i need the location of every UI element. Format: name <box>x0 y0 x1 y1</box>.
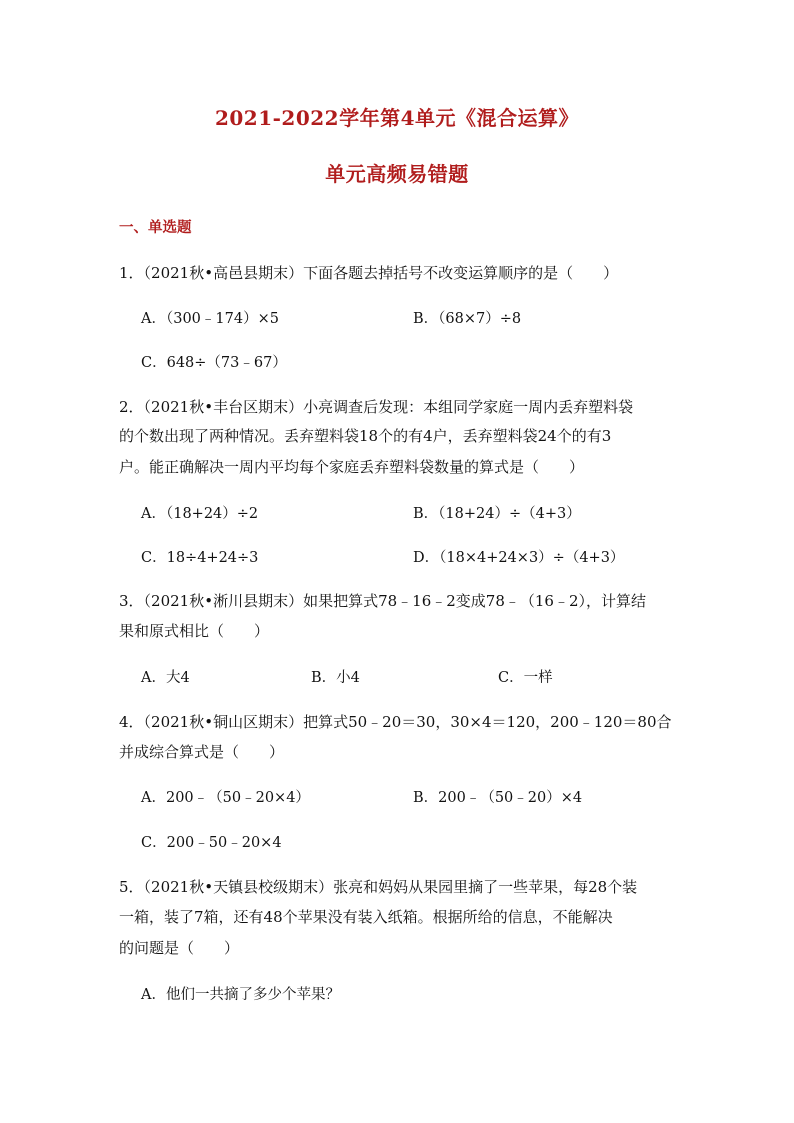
question-5-line-1: 5．（2021秋•天镇县校级期末）张亮和妈妈从果园里摘了一些苹果，每28个装 <box>119 878 638 896</box>
question-3-line-1: 3．（2021秋•淅川县期末）如果把算式78﹣16﹣2变成78﹣（16﹣2），计算结 <box>119 592 647 610</box>
question-2-option-b: B．（18+24）÷（4+3） <box>413 506 581 522</box>
question-2-line-3: 户。能正确解决一周内平均每个家庭丢弃塑料袋数量的算式是（ ） <box>119 458 585 476</box>
question-2-option-c: C．18÷4+24÷3 <box>141 550 259 566</box>
document-title: 2021-2022学年第4单元《混合运算》 <box>214 106 580 130</box>
question-1-option-c: C．648÷（73﹣67） <box>141 355 287 371</box>
question-4-line-1: 4．（2021秋•铜山区期末）把算式50﹣20＝30，30×4＝120，200﹣120＝80合 <box>119 713 672 731</box>
question-2-option-d: D．（18×4+24×3）÷（4+3） <box>413 550 625 566</box>
question-1-option-a: A．（300﹣174）×5 <box>141 311 279 327</box>
question-2-line-2: 的个数出现了两种情况。丢弃塑料袋18个的有4户，丢弃塑料袋24个的有3 <box>119 427 612 445</box>
question-4-option-a: A．200﹣（50﹣20×4） <box>141 790 310 806</box>
question-2-line-1: 2．（2021秋•丰台区期末）小亮调查后发现：本组同学家庭一周内丢弃塑料袋 <box>119 398 634 416</box>
question-3-line-2: 果和原式相比（ ） <box>119 622 270 640</box>
question-4-option-c: C．200﹣50﹣20×4 <box>141 835 282 851</box>
question-3-option-a: A．大4 <box>141 670 190 686</box>
question-4-option-b: B．200﹣（50﹣20）×4 <box>413 790 583 806</box>
question-5-line-3: 的问题是（ ） <box>119 939 240 957</box>
document-subtitle: 单元高频易错题 <box>325 162 469 186</box>
question-3-option-c: C．一样 <box>498 670 553 686</box>
question-1-option-b: B．（68×7）÷8 <box>413 311 522 327</box>
question-5-line-2: 一箱，装了7箱，还有48个苹果没有装入纸箱。根据所给的信息，不能解决 <box>119 908 613 926</box>
question-3-option-b: B．小4 <box>311 670 360 686</box>
question-4-line-2: 并成综合算式是（ ） <box>119 743 285 761</box>
question-1-stem: 1．（2021秋•高邑县期末）下面各题去掉括号不改变运算顺序的是（ ） <box>119 264 619 282</box>
section-heading: 一、单选题 <box>119 219 192 236</box>
question-2-option-a: A．（18+24）÷2 <box>141 506 259 522</box>
question-5-option-a: A．他们一共摘了多少个苹果？ <box>141 987 340 1003</box>
